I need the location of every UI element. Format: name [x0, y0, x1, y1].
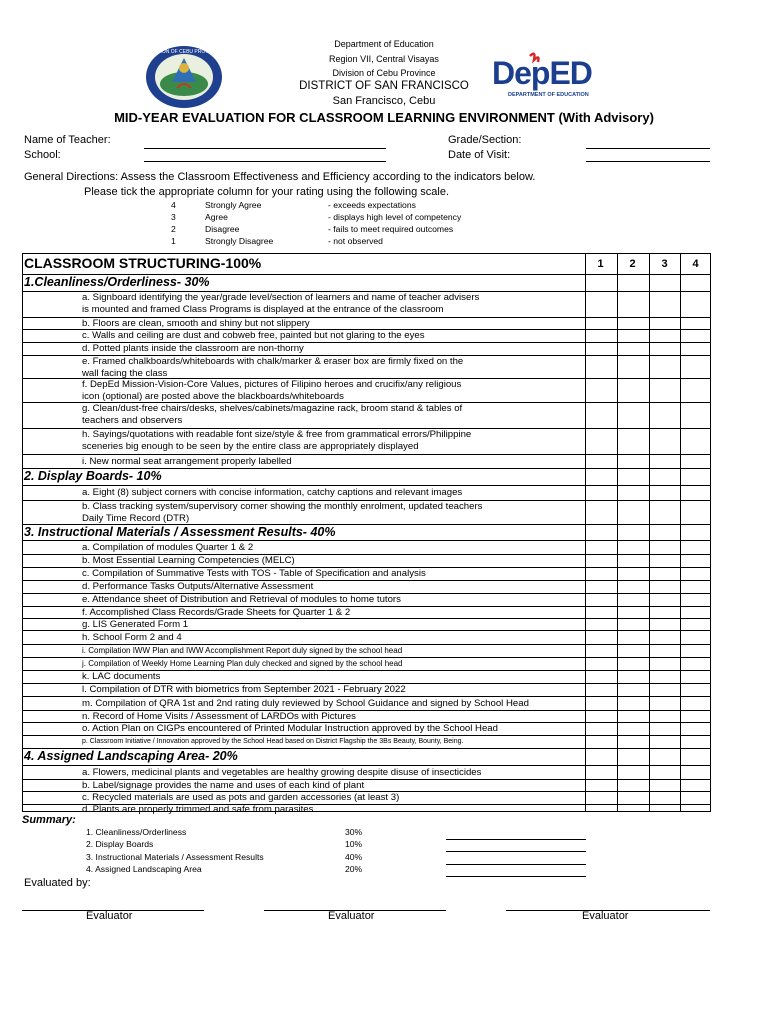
rating-column-header: 2 — [629, 258, 636, 270]
indicator-text: icon (optional) are posted above the blackboards/whiteboards — [82, 391, 344, 402]
rating-column-header: 4 — [692, 258, 699, 270]
indicator-text: m. Compilation of QRA 1st and 2nd rating duly reviewed by School Guidance and signed by School Head — [82, 697, 529, 709]
rating-cell-3[interactable] — [650, 541, 680, 554]
rating-cell-3[interactable] — [650, 792, 680, 804]
summary-label: 1. Cleanliness/Orderliness — [86, 827, 187, 837]
rating-cell-3[interactable] — [650, 486, 680, 500]
rating-cell-2[interactable] — [618, 792, 648, 804]
rating-cell-1[interactable] — [586, 501, 616, 524]
directions-line1: General Directions: Assess the Classroom Effectiveness and Efficiency according to the indicators below. — [24, 171, 536, 183]
rating-cell-2[interactable] — [618, 723, 648, 735]
rating-cell-1[interactable] — [586, 594, 616, 606]
section-title: 4. Assigned Landscaping Area- 20% — [24, 749, 238, 763]
indicator-text: i. New normal seat arrangement properly labelled — [82, 455, 292, 467]
section-title: 1.Cleanliness/Orderliness- 30% — [24, 275, 210, 289]
rating-cell-2[interactable] — [618, 501, 648, 524]
rating-cell-4[interactable] — [681, 501, 711, 524]
summary-score-line[interactable] — [446, 864, 586, 865]
rating-cell-4[interactable] — [681, 292, 711, 317]
rating-cell-3[interactable] — [650, 723, 680, 735]
rating-cell-3[interactable] — [650, 429, 680, 454]
rating-cell-2[interactable] — [618, 330, 648, 342]
indicator-text: i. Compilation IWW Plan and IWW Accomplishment Report duly signed by the school head — [82, 646, 403, 655]
indicator-text: b. Class tracking system/supervisory corner showing the monthly enrolment, updated teachers — [82, 501, 483, 512]
scale-label: Agree — [205, 212, 228, 222]
rating-cell-1[interactable] — [586, 607, 616, 618]
rating-cell-1[interactable] — [586, 455, 616, 468]
rating-cell-2[interactable] — [618, 594, 648, 606]
rating-cell-4[interactable] — [681, 619, 711, 630]
rating-cell-2[interactable] — [618, 736, 648, 748]
rating-cell-4[interactable] — [681, 568, 711, 580]
rating-cell-2[interactable] — [618, 356, 648, 378]
rating-cell-4[interactable] — [681, 631, 711, 644]
rating-cell-4[interactable] — [681, 318, 711, 329]
rating-cell-1[interactable] — [586, 292, 616, 317]
indicator-text: b. Most Essential Learning Competencies (MELC) — [82, 555, 295, 566]
rating-cell-4[interactable] — [681, 711, 711, 722]
rating-cell-3[interactable] — [650, 330, 680, 342]
rating-cell-1[interactable] — [586, 619, 616, 630]
deped-logo — [490, 48, 600, 100]
indicator-text: is mounted and framed Class Programs is displayed at the entrance of the classroom — [82, 304, 444, 315]
scale-row — [0, 200, 768, 212]
scale-description: - not observed — [328, 236, 383, 246]
summary-percent: 40% — [345, 852, 363, 862]
rating-cell-1[interactable] — [586, 684, 616, 696]
indicator-text: c. Recycled materials are used as pots and garden accessories (at least 3) — [82, 792, 400, 803]
rating-cell-2[interactable] — [618, 684, 648, 696]
district-line: DISTRICT OF SAN FRANCISCO — [299, 80, 469, 92]
rating-cell-2[interactable] — [618, 645, 648, 657]
rating-cell-4[interactable] — [681, 607, 711, 618]
indicator-text: k. LAC documents — [82, 671, 161, 682]
section-title: 3. Instructional Materials / Assessment Results- 40% — [24, 525, 336, 539]
rating-column-header: 1 — [597, 258, 604, 270]
indicator-text: f. Accomplished Class Records/Grade Sheets for Quarter 1 & 2 — [82, 606, 351, 618]
evaluator-label-3: Evaluator — [582, 910, 629, 922]
rating-cell-1[interactable] — [586, 356, 616, 378]
indicator-text: e. Attendance sheet of Distribution and Retrieval of modules to home tutors — [82, 594, 401, 605]
rating-cell-4[interactable] — [681, 356, 711, 378]
rating-cell-3[interactable] — [650, 645, 680, 657]
summary-percent: 10% — [345, 839, 363, 849]
rating-cell-2[interactable] — [618, 658, 648, 670]
indicator-text: b. Floors are clean, smooth and shiny but not slippery — [82, 317, 310, 329]
scale-description: - displays high level of competency — [328, 212, 462, 222]
rating-cell-4[interactable] — [681, 766, 711, 779]
visit-input-line[interactable] — [586, 161, 710, 162]
indicator-text: d. Plants are properly trimmed and safe from parasites — [82, 804, 314, 815]
indicator-text: e. Framed chalkboards/whiteboards with chalk/marker & eraser box are firmly fixed on the — [82, 356, 464, 367]
rating-cell-2[interactable] — [618, 581, 648, 593]
rating-cell-3[interactable] — [650, 736, 680, 748]
rating-cell-2[interactable] — [618, 671, 648, 683]
rating-cell-4[interactable] — [681, 379, 711, 402]
indicator-text: o. Action Plan on CIGPs encountered of Printed Modular Instruction approved by the School Head — [82, 723, 498, 734]
summary-score-line[interactable] — [446, 851, 586, 852]
rating-cell-3[interactable] — [650, 581, 680, 593]
rating-cell-4[interactable] — [681, 736, 711, 748]
scale-description: - exceeds expectations — [328, 200, 416, 210]
rating-cell-3[interactable] — [650, 555, 680, 567]
rating-cell-3[interactable] — [650, 292, 680, 317]
indicator-text: h. Sayings/quotations with readable font size/style & free from grammatical errors/Philippine — [82, 429, 472, 440]
rating-cell-3[interactable] — [650, 356, 680, 378]
rating-cell-2[interactable] — [618, 631, 648, 644]
summary-title: Summary: — [22, 814, 76, 826]
evaluation-table — [22, 253, 711, 815]
row-divider — [22, 253, 711, 254]
indicator-text: f. DepEd Mission-Vision-Core Values, pictures of Filipino heroes and crucifix/any religious — [82, 379, 462, 390]
rating-cell-1[interactable] — [586, 555, 616, 567]
rating-cell-2[interactable] — [618, 568, 648, 580]
indicator-text: b. Label/signage provides the name and uses of each kind of plant — [82, 779, 365, 791]
indicator-text: j. Compilation of Weekly Home Learning Plan duly checked and signed by the school head — [82, 659, 403, 668]
section-title: 2. Display Boards- 10% — [24, 469, 162, 483]
rating-cell-3[interactable] — [650, 607, 680, 618]
form-title: MID-YEAR EVALUATION FOR CLASSROOM LEARNING ENVIRONMENT (With Advisory) — [114, 110, 654, 125]
rating-cell-3[interactable] — [650, 455, 680, 468]
rating-cell-1[interactable] — [586, 403, 616, 428]
visit-label: Date of Visit: — [448, 149, 511, 161]
rating-cell-3[interactable] — [650, 671, 680, 683]
rating-cell-4[interactable] — [681, 723, 711, 735]
rating-cell-1[interactable] — [586, 697, 616, 710]
rating-cell-4[interactable] — [681, 541, 711, 554]
rating-cell-2[interactable] — [618, 766, 648, 779]
rating-column-header: 3 — [661, 258, 668, 270]
location-line: San Francisco, Cebu — [332, 95, 436, 107]
rating-cell-3[interactable] — [650, 780, 680, 791]
indicator-text: c. Compilation of Summative Tests with TOS - Table of Specification and analysis — [82, 568, 426, 579]
scale-label: Strongly Agree — [205, 200, 262, 210]
evaluator-label-1: Evaluator — [86, 910, 133, 922]
rating-cell-1[interactable] — [586, 581, 616, 593]
rating-cell-4[interactable] — [681, 792, 711, 804]
indicator-text: a. Compilation of modules Quarter 1 & 2 — [82, 541, 254, 553]
rating-cell-4[interactable] — [681, 805, 711, 811]
rating-cell-4[interactable] — [681, 555, 711, 567]
indicator-text: h. School Form 2 and 4 — [82, 631, 182, 643]
table-title: CLASSROOM STRUCTURING-100% — [24, 255, 262, 271]
rating-cell-1[interactable] — [586, 658, 616, 670]
rating-cell-4[interactable] — [681, 697, 711, 710]
indicator-text: wall facing the class — [82, 368, 168, 379]
school-input-line[interactable] — [144, 161, 386, 162]
rating-cell-3[interactable] — [650, 318, 680, 329]
school-label: School: — [24, 149, 61, 161]
region-line: Region VII, Central Visayas — [329, 54, 439, 64]
indicator-text: a. Signboard identifying the year/grade level/section of learners and name of teacher advisers — [82, 292, 480, 303]
scale-label: Disagree — [205, 224, 240, 234]
rating-cell-3[interactable] — [650, 766, 680, 779]
teacher-input-line[interactable] — [144, 148, 386, 149]
rating-cell-1[interactable] — [586, 486, 616, 500]
rating-cell-4[interactable] — [681, 330, 711, 342]
rating-cell-3[interactable] — [650, 343, 680, 355]
rating-cell-2[interactable] — [618, 486, 648, 500]
indicator-text: d. Performance Tasks Outputs/Alternative Assessment — [82, 581, 314, 592]
rating-cell-1[interactable] — [586, 541, 616, 554]
rating-cell-4[interactable] — [681, 684, 711, 696]
scale-row — [0, 212, 768, 224]
indicator-text: n. Record of Home Visits / Assessment of LARDOs with Pictures — [82, 710, 356, 722]
indicator-text: teachers and observers — [82, 415, 183, 426]
scale-row — [0, 236, 768, 248]
rating-cell-1[interactable] — [586, 343, 616, 355]
rating-cell-1[interactable] — [586, 780, 616, 791]
rating-cell-1[interactable] — [586, 568, 616, 580]
rating-cell-2[interactable] — [618, 379, 648, 402]
rating-cell-4[interactable] — [681, 594, 711, 606]
rating-cell-2[interactable] — [618, 429, 648, 454]
rating-cell-4[interactable] — [681, 343, 711, 355]
deped-logo-sub: DEPARTMENT OF EDUCATION — [508, 92, 589, 98]
rating-cell-1[interactable] — [586, 805, 616, 811]
rating-cell-1[interactable] — [586, 631, 616, 644]
grade-input-line[interactable] — [586, 148, 710, 149]
scale-description: - fails to meet required outcomes — [328, 224, 454, 234]
rating-cell-3[interactable] — [650, 568, 680, 580]
rating-cell-3[interactable] — [650, 658, 680, 670]
rating-cell-2[interactable] — [618, 619, 648, 630]
deped-logo-text: DepED — [492, 55, 592, 91]
department-line: Department of Education — [334, 39, 434, 49]
rating-cell-4[interactable] — [681, 780, 711, 791]
rating-cell-1[interactable] — [586, 671, 616, 683]
rating-cell-2[interactable] — [618, 343, 648, 355]
rating-cell-2[interactable] — [618, 780, 648, 791]
rating-cell-4[interactable] — [681, 455, 711, 468]
division-line: Division of Cebu Province — [332, 68, 436, 78]
summary-score-line[interactable] — [446, 839, 586, 840]
rating-cell-2[interactable] — [618, 541, 648, 554]
scale-number: 3 — [171, 212, 176, 222]
rating-cell-4[interactable] — [681, 403, 711, 428]
evaluator-label-2: Evaluator — [328, 910, 375, 922]
seal-text: DIVISION OF CEBU PROVINCE — [147, 49, 221, 55]
indicator-text: a. Eight (8) subject corners with concise information, catchy captions and relevant images — [82, 487, 463, 498]
rating-cell-4[interactable] — [681, 486, 711, 500]
rating-cell-3[interactable] — [650, 501, 680, 524]
rating-cell-4[interactable] — [681, 658, 711, 670]
rating-cell-4[interactable] — [681, 671, 711, 683]
summary-percent: 30% — [345, 827, 363, 837]
rating-cell-2[interactable] — [618, 318, 648, 329]
rating-cell-4[interactable] — [681, 645, 711, 657]
rating-cell-1[interactable] — [586, 792, 616, 804]
rating-cell-1[interactable] — [586, 645, 616, 657]
rating-cell-3[interactable] — [650, 684, 680, 696]
rating-cell-2[interactable] — [618, 711, 648, 722]
rating-cell-2[interactable] — [618, 805, 648, 811]
rating-cell-2[interactable] — [618, 455, 648, 468]
scale-number: 4 — [171, 200, 176, 210]
rating-cell-3[interactable] — [650, 697, 680, 710]
rating-cell-4[interactable] — [681, 429, 711, 454]
rating-cell-1[interactable] — [586, 318, 616, 329]
grade-label: Grade/Section: — [448, 134, 522, 146]
rating-cell-1[interactable] — [586, 711, 616, 722]
rating-cell-2[interactable] — [618, 292, 648, 317]
rating-cell-1[interactable] — [586, 379, 616, 402]
rating-cell-3[interactable] — [650, 805, 680, 811]
summary-score-line[interactable] — [446, 876, 586, 877]
summary-label: 3. Instructional Materials / Assessment Results — [86, 852, 264, 862]
rating-cell-2[interactable] — [618, 697, 648, 710]
scale-row — [0, 224, 768, 236]
summary-label: 2. Display Boards — [86, 839, 154, 849]
teacher-label: Name of Teacher: — [24, 134, 111, 146]
rating-cell-3[interactable] — [650, 594, 680, 606]
indicator-text: p. Classroom Initiative / Innovation approved by the School Head based on District Flagship the 3Bs Beauty, Bounty, Being. — [82, 738, 464, 745]
rating-cell-3[interactable] — [650, 711, 680, 722]
indicator-text: l. Compilation of DTR with biometrics from September 2021 - February 2022 — [82, 684, 406, 695]
evaluated-by-label: Evaluated by: — [24, 877, 91, 889]
indicator-text: d. Potted plants inside the classroom are non-thorny — [82, 343, 304, 354]
scale-number: 2 — [171, 224, 176, 234]
indicator-text: Daily Time Record (DTR) — [82, 513, 190, 524]
rating-cell-1[interactable] — [586, 736, 616, 748]
summary-percent: 20% — [345, 864, 363, 874]
rating-cell-3[interactable] — [650, 619, 680, 630]
indicator-text: g. Clean/dust-free chairs/desks, shelves/cabinets/magazine rack, broom stand & tables of — [82, 403, 463, 414]
rating-cell-4[interactable] — [681, 581, 711, 593]
rating-cell-1[interactable] — [586, 429, 616, 454]
rating-cell-1[interactable] — [586, 723, 616, 735]
rating-cell-2[interactable] — [618, 555, 648, 567]
rating-cell-3[interactable] — [650, 379, 680, 402]
indicator-text: sceneries big enough to be seen by the entire class are appropriately displayed — [82, 441, 419, 452]
rating-cell-1[interactable] — [586, 766, 616, 779]
rating-cell-2[interactable] — [618, 607, 648, 618]
rating-cell-1[interactable] — [586, 330, 616, 342]
scale-number: 1 — [171, 236, 176, 246]
summary-label: 4. Assigned Landscaping Area — [86, 864, 202, 874]
rating-cell-3[interactable] — [650, 403, 680, 428]
scale-label: Strongly Disagree — [205, 236, 274, 246]
directions-line2: Please tick the appropriate column for your rating using the following scale. — [84, 186, 450, 198]
indicator-text: c. Walls and ceiling are dust and cobweb free, painted but not glaring to the eyes — [82, 330, 425, 341]
indicator-text: a. Flowers, medicinal plants and vegetables are healthy growing despite disuse of insecticides — [82, 766, 482, 778]
indicator-text: g. LIS Generated Form 1 — [82, 618, 189, 630]
rating-cell-2[interactable] — [618, 403, 648, 428]
rating-cell-3[interactable] — [650, 631, 680, 644]
